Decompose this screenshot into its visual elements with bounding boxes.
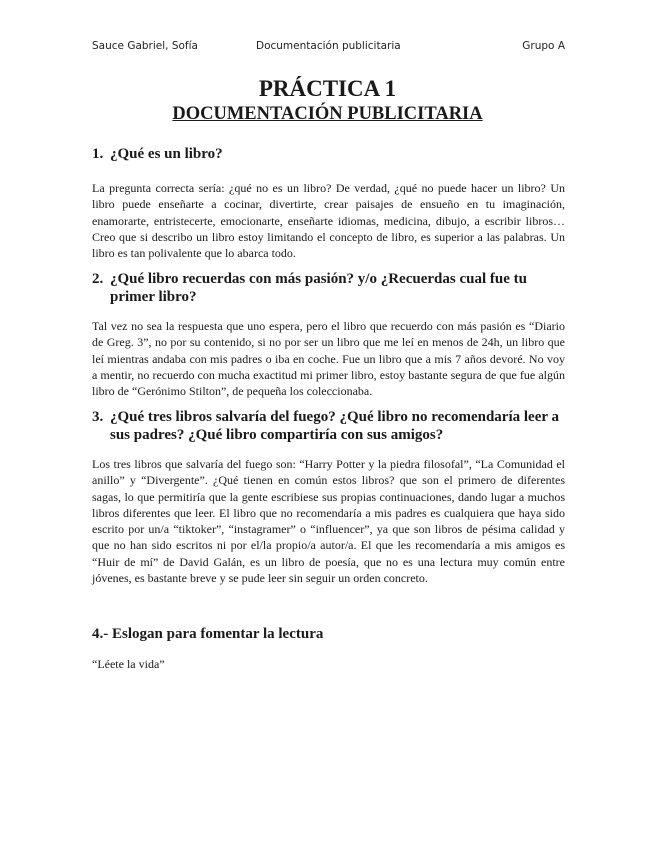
section-2-body: Tal vez no sea la respuesta que uno espera, pero el libro que recuerdo con más pasión es “Diario de Greg. 3”, no por su contenido, si no por ser un libro que me leí en menos de 24h, un libro que leí mientras andaba con mis padres o iba en coche. Fue un libro que a mis 7 años devoré. No voy a mentir, no recuerdo con mucha exactitud mi primer libro, estoy bastante segura de que fue algún libro de “Gerónimo Stilton”, de pequeña los coleccionaba. <box>92 319 565 399</box>
section-2-heading <box>92 270 565 306</box>
slogan: “Léete la vida” <box>92 657 165 671</box>
document-subtitle: DOCUMENTACIÓN PUBLICITARIA <box>172 104 483 124</box>
section-1-number: 1. <box>92 146 104 162</box>
document-title: PRÁCTICA 1 <box>258 76 397 101</box>
section-2-heading-text: ¿Qué libro recuerdas con más pasión? y/o ¿Recuerdas cual fue tu primer libro? <box>110 271 527 305</box>
header-author: Sauce Gabriel, Sofía <box>92 40 198 52</box>
running-header <box>92 40 565 54</box>
section-3-number: 3. <box>92 409 104 425</box>
section-1-heading-text: ¿Qué es un libro? <box>110 146 223 162</box>
section-4-heading <box>92 625 565 643</box>
section-2-number: 2. <box>92 271 104 287</box>
section-1-heading <box>92 145 565 163</box>
section-1-body: La pregunta correcta sería: ¿qué no es un libro? De verdad, ¿qué no puede hacer un libro? Un libro puede enseñarte a cocinar, divertirte, crear paisajes de ensueño en tu imaginación, enamorarte, entristecerte, emocionarte, enseñarte idiomas, medicina, dibujo, a escribir libros… Creo que si describo un libro estoy limitando el concepto de libro, es superior a las palabras. Un libro es tan polivalente que lo abarca todo. <box>92 181 565 261</box>
section-3-heading-text: ¿Qué tres libros salvaría del fuego? ¿Qué libro no recomendaría leer a sus padres? ¿Qué libro compartiría con sus amigos? <box>110 409 559 443</box>
header-subject: Documentación publicitaria <box>256 40 401 52</box>
header-group: Grupo A <box>522 40 565 52</box>
section-3-body: Los tres libros que salvaría del fuego son: “Harry Potter y la piedra filosofal”, “La Comunidad el anillo” y “Divergente”. ¿Qué tienen en común estos libros? que son el primero de diferentes sagas, lo que permitiría que la gente escribiese sus propias continuaciones, dando lugar a muchos libros diferentes que leer. El libro que no recomendaría a mis padres es cualquiera que haya sido escrito por un/a “tiktoker”, “instagramer” o “influencer”, ya que son libros de pésima calidad y que no han sido escritos ni por el/la propio/a autor/a. El que les recomendaría a mis amigos es “Huir de mí” de David Galán, es un libro de poesía, que no es una lectura muy común entre jóvenes, es bastante breve y se pude leer sin seguir un orden concreto. <box>92 457 565 586</box>
section-4-heading-text: 4.- Eslogan para fomentar la lectura <box>92 626 324 642</box>
section-3-heading <box>92 408 565 444</box>
